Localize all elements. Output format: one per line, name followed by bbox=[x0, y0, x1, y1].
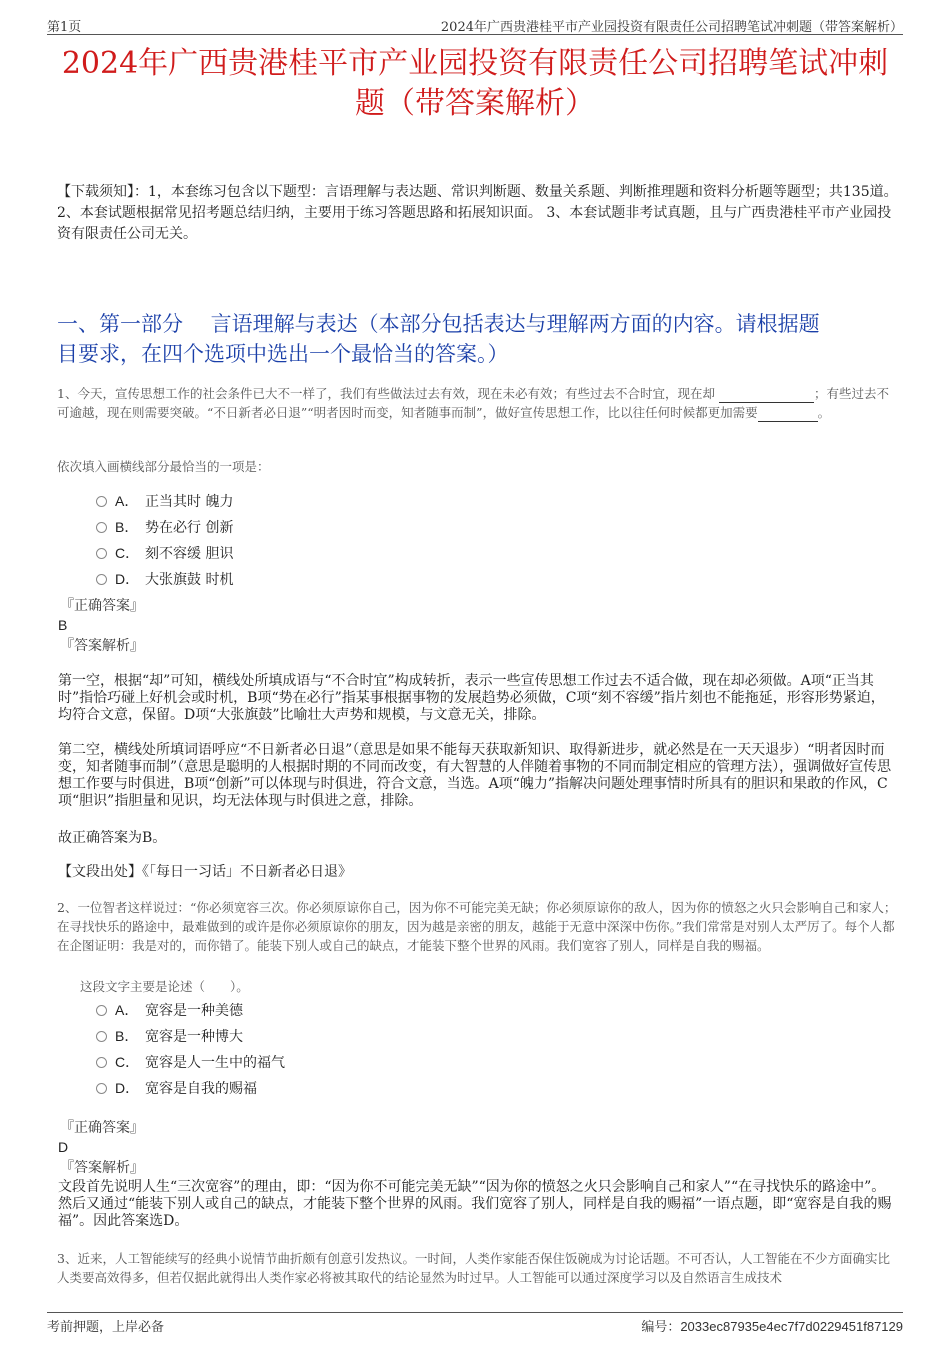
page-footer bbox=[47, 1312, 903, 1335]
q2-analysis: 文段首先说明人生“三次宽容”的理由，即：“因为你不可能完美无缺”“因为你的愤怒之火只会影响自己和家人”“在寻找快乐的路途中”。然后又通过“能装下别人或自己的缺点，才能装下整个世界的风雨。我们宽容了别人，同样是自我的赐福”一语点题，即“宽容是自我的赐福”。因此答案选D。 bbox=[58, 1179, 892, 1229]
q2-correct-answer-label: 『正确答案』 bbox=[60, 1120, 144, 1136]
radio-icon[interactable] bbox=[96, 548, 107, 559]
footer-code-label: 编号： bbox=[641, 1320, 681, 1335]
option-letter: D． bbox=[115, 1080, 140, 1096]
radio-icon[interactable] bbox=[96, 1057, 107, 1068]
option-text: 势在必行 创新 bbox=[145, 520, 234, 536]
q1-option-c[interactable] bbox=[96, 543, 233, 563]
question-2-stem: 2、一位智者这样说过：“你必须宽容三次。你必须原谅你自己，因为你不可能完美无缺；你必须原谅你的敌人，因为你的愤怒之火只会影响自己和家人；在寻找快乐的路途中，最难做到的或许是你必须原谅你的朋友，因为越是亲密的朋友，越能于无意中深深中伤你。”我们常常是对别人太严厉了。每个人都在企图证明：我是对的，而你错了。能装下别人或自己的缺点，才能装下整个世界的风雨。我们宽容了别人，同样是自我的赐福。 bbox=[57, 900, 897, 953]
option-text: 刻不容缓 胆识 bbox=[145, 546, 234, 562]
q1-stem-part-d: 。 bbox=[817, 405, 831, 420]
radio-icon[interactable] bbox=[96, 1083, 107, 1094]
q1-option-d[interactable] bbox=[96, 569, 233, 589]
section-heading-line-2: 目要求，在四个选项中选出一个最恰当的答案。） bbox=[57, 342, 509, 366]
option-letter: A． bbox=[115, 493, 139, 509]
radio-icon[interactable] bbox=[96, 574, 107, 585]
q1-blank-2 bbox=[758, 407, 818, 422]
q2-analysis-label: 『答案解析』 bbox=[60, 1160, 144, 1176]
option-text: 宽容是自我的赐福 bbox=[145, 1081, 257, 1097]
q2-option-c[interactable] bbox=[96, 1052, 285, 1072]
option-letter: C． bbox=[115, 1054, 140, 1070]
option-letter: A． bbox=[115, 1002, 139, 1018]
option-text: 宽容是一种博大 bbox=[145, 1029, 243, 1045]
question-1-stem bbox=[57, 384, 898, 422]
q2-option-a[interactable] bbox=[96, 1000, 243, 1020]
question-1-prompt: 依次填入画横线部分最恰当的一项是： bbox=[57, 459, 270, 474]
option-letter: B． bbox=[115, 519, 139, 535]
q1-analysis-para-2: 第二空，横线处所填词语呼应“不日新者必日退”（意思是如果不能每天获取新知识、取得新进步，就必然是在一天天退步）“明者因时而变，知者随事而制”（意思是聪明的人根据时期的不同而改变，有大智慧的人伴随着事物的不同而制定相应的管理方法），强调做好宣传思想工作要与时俱进，B项“创新”可以体现与时俱进，符合文意，当选。A项“魄力”指解决问题处理事情时所具有的胆识和果敢的作风，C项“胆识”指胆量和见识，均无法体现与时俱进之意，排除。 bbox=[58, 742, 892, 809]
option-letter: C． bbox=[115, 545, 140, 561]
q1-stem-part-b: ；有 bbox=[813, 386, 839, 401]
q1-correct-answer-label: 『正确答案』 bbox=[60, 598, 144, 614]
q1-option-a[interactable] bbox=[96, 491, 233, 511]
page-title bbox=[40, 44, 910, 124]
q1-analysis-para-1: 第一空，根据“却”可知，横线处所填成语与“不合时宜”构成转折，表示一些宣传思想工作过去不适合做，现在却必须做。A项“正当其时”指恰巧碰上好机会或时机，B项“势在必行”指某事根据事物的发展趋势必须做，C项“刻不容缓”指片刻也不能拖延，形容形势紧迫，均符合文意，保留。D项“大张旗鼓”比喻壮大声势和规模，与文意无关，排除。 bbox=[58, 673, 885, 723]
q2-correct-answer: D bbox=[58, 1139, 69, 1155]
option-text: 正当其时 魄力 bbox=[145, 494, 234, 510]
radio-icon[interactable] bbox=[96, 1031, 107, 1042]
title-line-1: 2024年广西贵港桂平市产业园投资有限责任公司招聘笔试冲刺 bbox=[61, 46, 889, 81]
option-text: 宽容是一种美德 bbox=[145, 1003, 243, 1019]
q1-stem-part-c: 些过去不可逾越，现在则需要突破。“不日新者必日退”“明者因时而变，知者随事而制”，做好宣传思想工作，比以往任何时候都更加需要 bbox=[57, 386, 889, 420]
q1-stem-part-a: 1、今天，宣传思想工作的社会条件已大不一样了，我们有些做法过去有效，现在未必有效；有些过去不合时宜，现在却 bbox=[57, 386, 715, 401]
page-header bbox=[47, 14, 903, 35]
q2-option-d[interactable] bbox=[96, 1078, 257, 1098]
question-3-stem: 3、近来，人工智能续写的经典小说情节曲折颇有创意引发热议。一时间，人类作家能否保住饭碗成为讨论话题。不可否认，人工智能在不少方面确实比人类要高效得多，但若仅据此就得出人类作家必将被其取代的结论显然为时过早。人工智能可以通过深度学习以及自然语言生成技术 bbox=[57, 1251, 890, 1285]
footer-code bbox=[641, 1316, 903, 1335]
download-notice: 【下载须知】：1，本套练习包含以下题型：言语理解与表达题、常识判断题、数量关系题、判断推理题和资料分析题等题型；共135道。 2、本套试题根据常见招考题总结归纳，主要用于练习答题思路和拓展知识面。 3、本套试题非考试真题，且与广西贵港桂平市产业园投资有限责任公司无关。 bbox=[57, 184, 898, 242]
q2-option-b[interactable] bbox=[96, 1026, 243, 1046]
footer-code-value: 2033ec87935e4ec7f7d0229451f87129 bbox=[680, 1319, 903, 1334]
q1-analysis-para-3: 故正确答案为B。 bbox=[58, 830, 167, 846]
title-line-2: 题（带答案解析） bbox=[355, 86, 595, 121]
radio-icon[interactable] bbox=[96, 496, 107, 507]
q1-source: 【文段出处】《「每日一习话」不日新者必日退》 bbox=[58, 864, 352, 880]
option-letter: B． bbox=[115, 1028, 139, 1044]
radio-icon[interactable] bbox=[96, 1005, 107, 1016]
option-text: 宽容是人一生中的福气 bbox=[145, 1055, 285, 1071]
q1-option-b[interactable] bbox=[96, 517, 233, 537]
header-doc-title: 2024年广西贵港桂平市产业园投资有限责任公司招聘笔试冲刺题（带答案解析） bbox=[440, 20, 903, 35]
q1-blank-1 bbox=[719, 388, 814, 403]
option-text: 大张旗鼓 时机 bbox=[145, 572, 234, 588]
radio-icon[interactable] bbox=[96, 522, 107, 533]
page-number: 第1页 bbox=[47, 20, 82, 35]
option-letter: D． bbox=[115, 571, 140, 587]
footer-motto: 考前押题，上岸必备 bbox=[47, 1320, 165, 1335]
q1-analysis-label: 『答案解析』 bbox=[60, 638, 144, 654]
q1-correct-answer: B bbox=[58, 617, 68, 633]
question-2-prompt: 这段文字主要是论述（ ）。 bbox=[80, 979, 249, 994]
section-heading-line-1: 一、第一部分 言语理解与表达（本部分包括表达与理解两方面的内容。请根据题 bbox=[57, 312, 820, 336]
section-heading bbox=[57, 309, 898, 369]
